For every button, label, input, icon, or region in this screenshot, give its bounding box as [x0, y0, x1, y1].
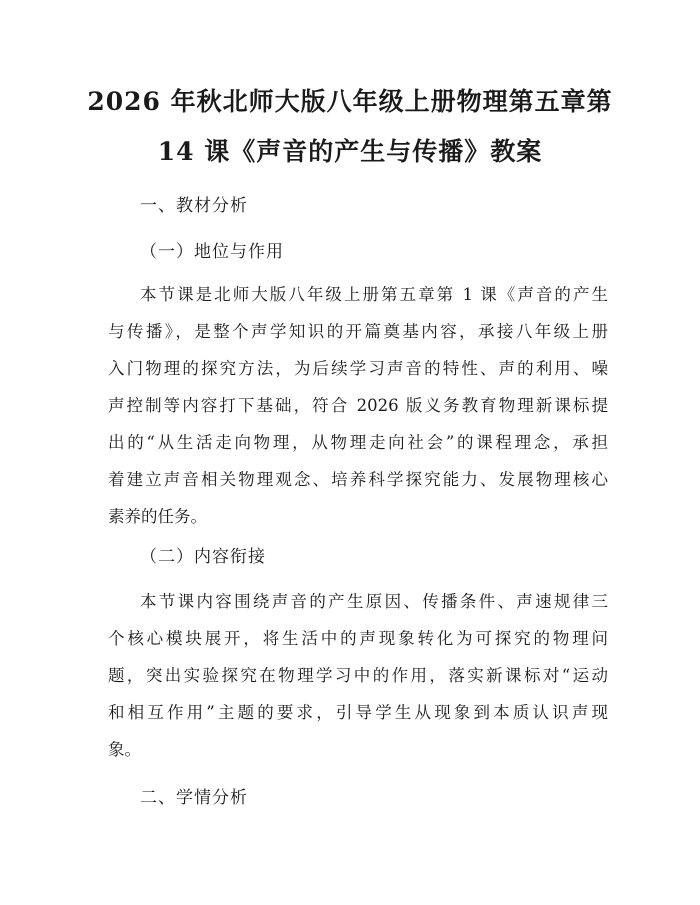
paragraph-line: 题，突出实验探究在物理学习中的作用，落实新课标对“运动	[108, 666, 608, 685]
document-title-line-1: 2026 年秋北师大版八年级上册物理第五章第	[87, 87, 613, 116]
paragraph-line: 个核心模块展开，将生活中的声现象转化为可探究的物理问	[108, 629, 608, 648]
section-heading-textbook-analysis: 一、教材分析	[140, 196, 248, 216]
paragraph-line: 出的“从生活走向物理，从物理走向社会”的课程理念，承担	[108, 433, 608, 452]
section-heading-learner-analysis: 二、学情分析	[140, 788, 248, 808]
paragraph-line: 与传播》，是整个声学知识的开篇奠基内容，承接八年级上册	[108, 322, 608, 341]
paragraph-line: 声控制等内容打下基础，符合 2026 版义务教育物理新课标提	[108, 396, 608, 415]
paragraph-line: 入门物理的探究方法，为后续学习声音的特性、声的利用、噪	[108, 359, 608, 378]
document-title-line-2: 14 课《声音的产生与传播》教案	[157, 137, 543, 166]
paragraph-line: 着建立声音相关物理观念、培养科学探究能力、发展物理核心	[108, 470, 608, 489]
paragraph-line: 和相互作用”主题的要求，引导学生从现象到本质认识声现	[108, 703, 608, 722]
subsection-heading-content-connection: （二）内容衔接	[140, 547, 266, 567]
paragraph-line: 象。	[108, 740, 141, 759]
subsection-heading-position-role: （一）地位与作用	[140, 242, 284, 262]
paragraph-line: 本节课是北师大版八年级上册第五章第 1 课《声音的产生	[140, 285, 608, 304]
paragraph-line: 素养的任务。	[108, 507, 207, 526]
paragraph-line: 本节课内容围绕声音的产生原因、传播条件、声速规律三	[140, 592, 608, 611]
